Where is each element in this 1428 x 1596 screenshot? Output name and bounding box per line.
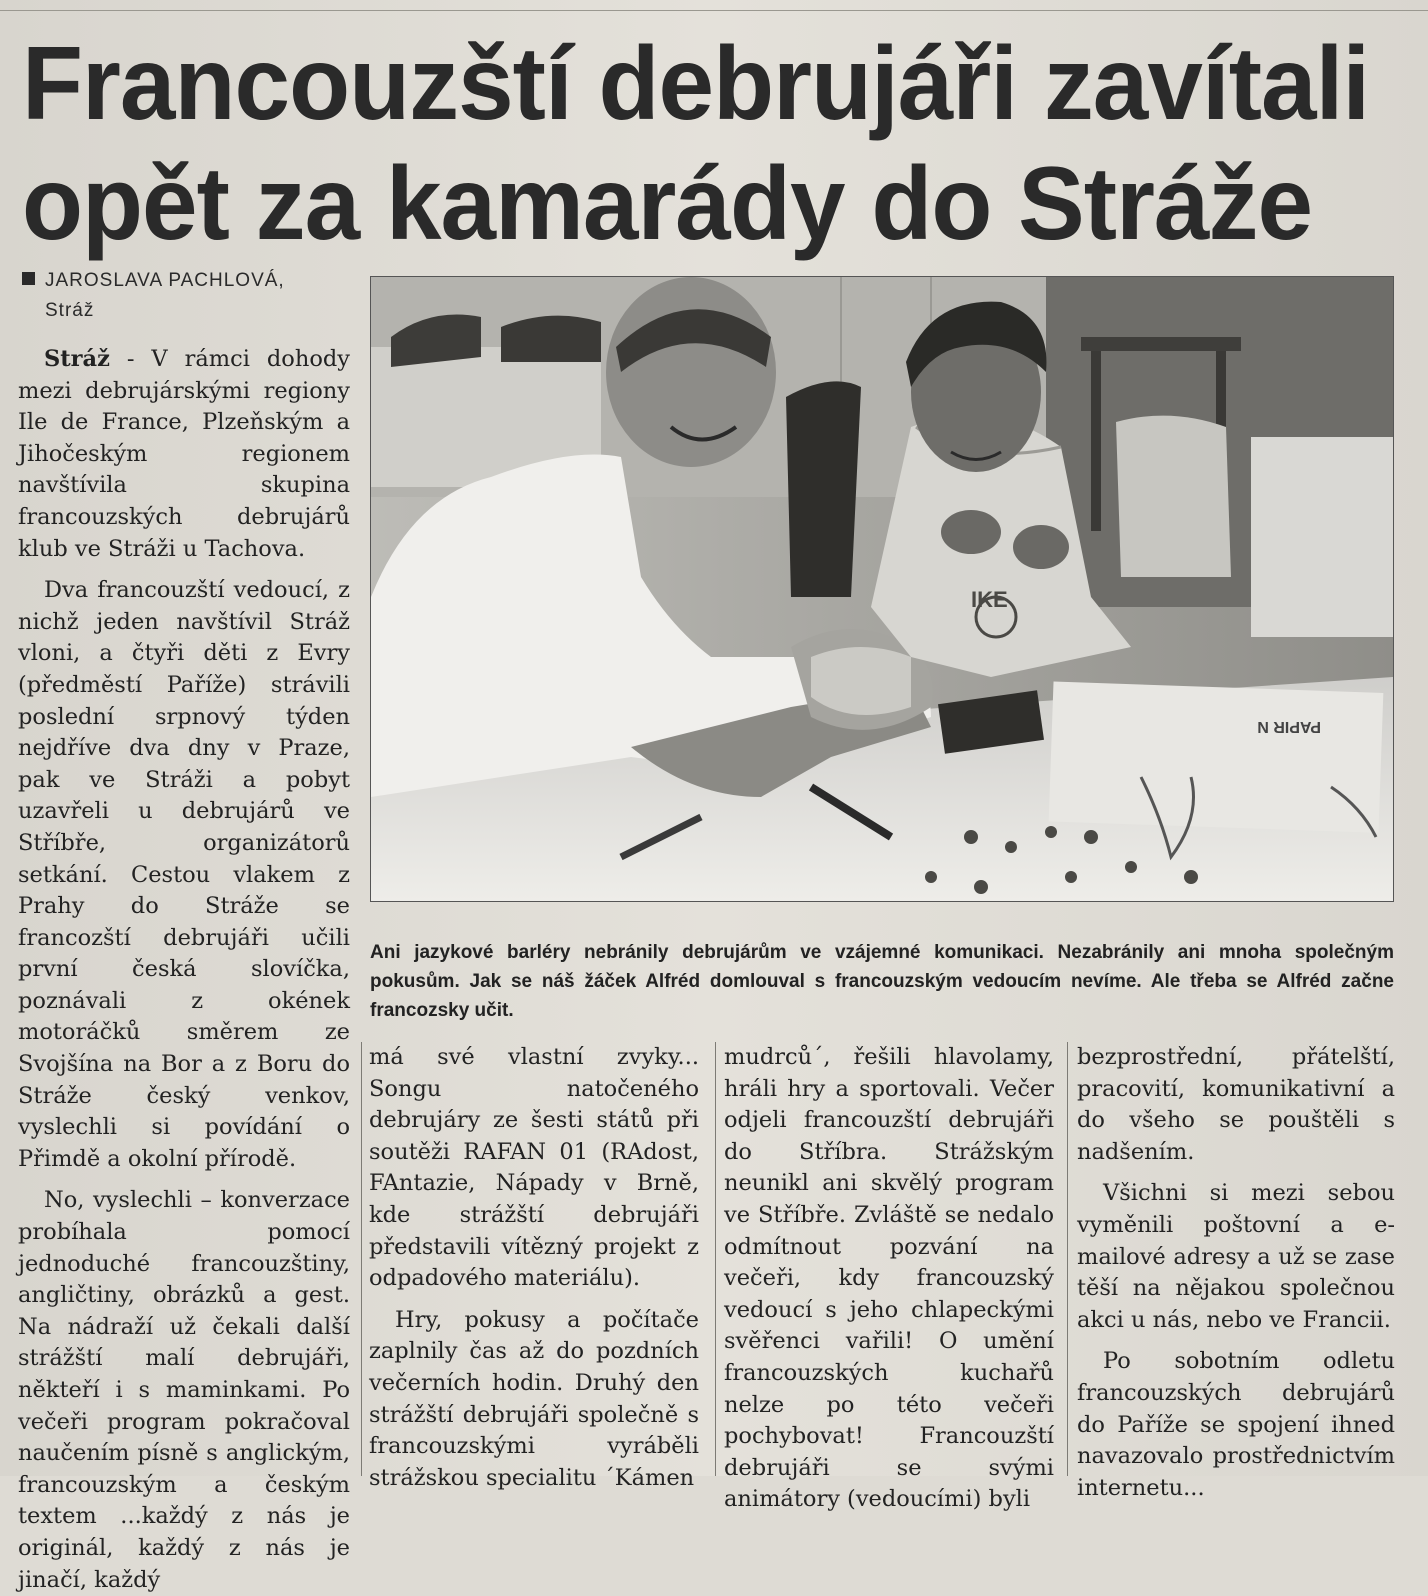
top-rule [0, 10, 1428, 11]
headline-line-2: opět za kamarády do Stráže [22, 146, 1313, 262]
column-divider [361, 1042, 362, 1476]
dateline-place: Stráž [44, 346, 110, 372]
byline-square-icon [22, 272, 35, 285]
byline-author: JAROSLAVA PACHLOVÁ, [45, 270, 285, 291]
article-paragraph: mudrců´, řešili hlavolamy, hráli hry a sportovali. Večer odjeli francouzští debrujáři do Stříbra. Strážským neunikl ani skvělý program ve Stříbře. Zvláště se nedalo odmítnout pozvání na večeři, kdy francouzský vedoucí s jeho chlapeckými svěřenci vařili! O umění francouzských kuchařů nelze po této večeři pochybovat! Francouzští debrujáři se svými animátory (vedoucími) byli [724, 1044, 1054, 1513]
paper-text: PAPIR N [1257, 718, 1321, 735]
article-paragraph: Po sobotním odletu francouzských debrujárů do Paříže se spojení ihned navazovalo prostřednictvím internetu... [1077, 1348, 1395, 1501]
article-column-4 [1077, 1042, 1395, 1504]
article-column-2 [369, 1042, 699, 1494]
column-divider [715, 1042, 716, 1476]
headline [22, 24, 1422, 264]
headline-line-1: Francouzští debrujáři zavítali [22, 26, 1370, 142]
paragraph-text: - V rámci dohody mezi debrujárskými regiony Ile de France, Plzeňským a Jihočeským regionem navštívila skupina francouzských debrujárů klub ve Stráži u Tachova. [18, 346, 350, 562]
photo-illustration [371, 277, 1393, 901]
article-paragraph: Všichni si mezi sebou vyměnili poštovní a e-mailové adresy a už se zase těší na nějakou společnou akci u nás, nebo ve Francii. [1077, 1180, 1395, 1333]
article-photo [370, 276, 1394, 902]
article-column-3 [724, 1042, 1054, 1516]
shirt-text: IKE [971, 587, 1008, 612]
photo-caption: Ani jazykové barléry nebránily debrujárům ve vzájemné komunikaci. Nezabránily ani mnoha společným pokusům. Jak se náš žáček Alfréd domlouval s francouzským vedoucím nevíme. Ale třeba se Alfréd začne francozsky učit. [370, 942, 1394, 1021]
byline-place: Stráž [45, 300, 95, 321]
article-paragraph: No, vyslechli – konverzace probíhala pomocí jednoduché francouzštiny, angličtiny, obrázků a gest. Na nádraží už čekali další strážští malí debrujáři, někteří i s maminkami. Po večeři program pokračoval naučením písně s anglickým, francouzským a českým textem ...každý z nás je originál, každý z nás je jinačí, každý [18, 1187, 350, 1593]
article-paragraph: bezprostřední, přátelští, pracovití, komunikativní a do všeho se pouštěli s nadšením. [1077, 1044, 1395, 1165]
article-column-1 [18, 344, 350, 1596]
article-paragraph: má své vlastní zvyky... Songu natočeného debrujáry ze šesti států při soutěži RAFAN 01 (RAdost, FAntazie, Nápady v Brně, kde strážští debrujáři představili vítězný projekt z odpadového materiálu). [369, 1044, 699, 1292]
article-paragraph [18, 344, 350, 565]
byline [22, 266, 352, 326]
article-paragraph: Dva francouzští vedoucí, z nichž jeden navštívil Stráž vloni, a čtyři děti z Evry (předměstí Paříže) strávili poslední srpnový týden nejdříve dva dny v Praze, pak ve Stráži a pobyt uzavřeli u debrujárů ve Stříbře, organizátorů setkání. Cestou vlakem z Prahy do Stráže se francozští debrujáři učili první česká slovíčka, poznávali z okének motoráčků směrem ze Svojšína na Bor a z Boru do Stráže český venkov, vyslechli si povídání o Přimdě a okolní přírodě. [18, 577, 350, 1172]
article-paragraph: Hry, pokusy a počítače zaplnily čas až do pozdních večerních hodin. Druhý den strážští debrujáři společně s francouzskými vyráběli strážskou specialitu ´Kámen [369, 1306, 699, 1491]
column-divider [1067, 1042, 1068, 1476]
